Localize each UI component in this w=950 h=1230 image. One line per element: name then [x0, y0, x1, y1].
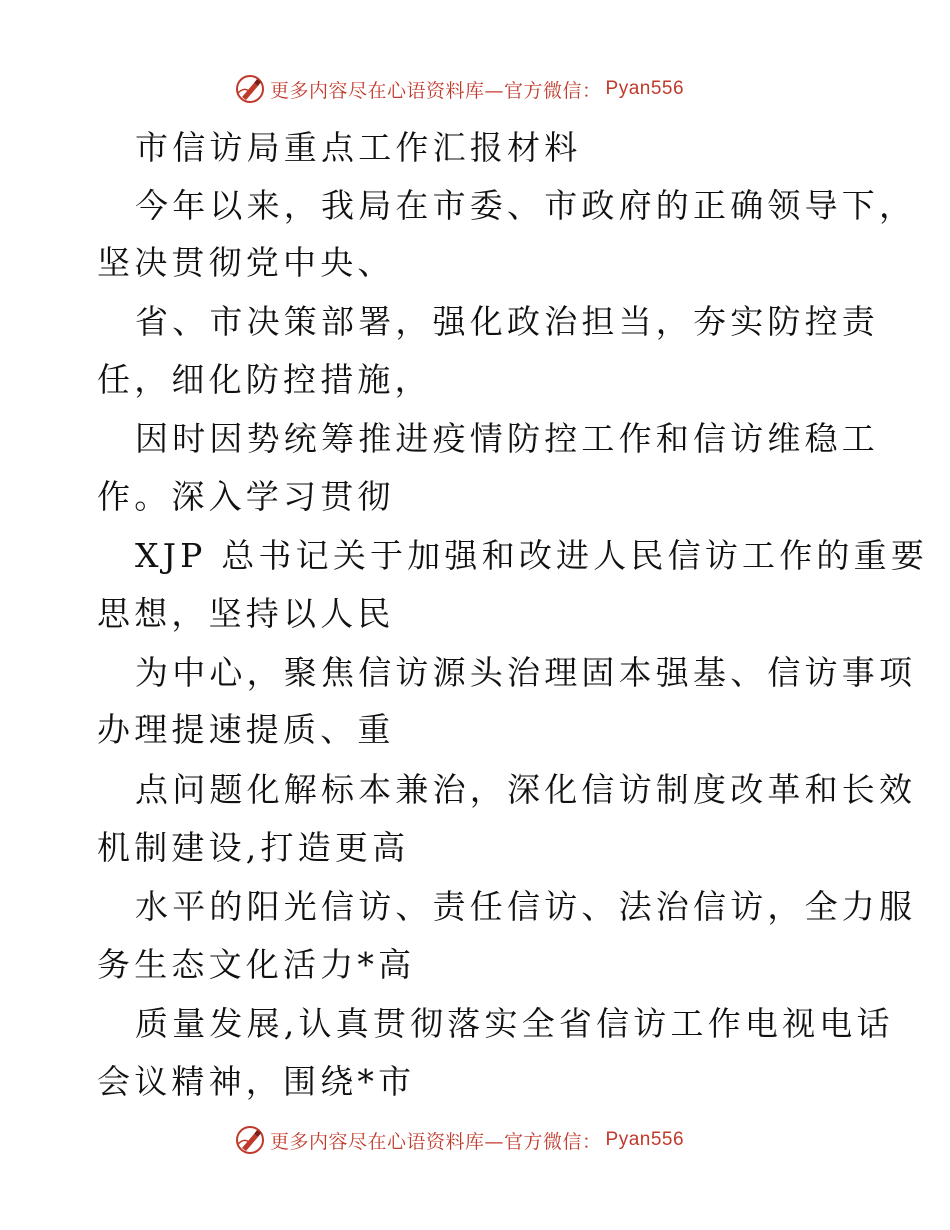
paragraph-line: 坚决贯彻党中央、: [97, 243, 395, 282]
paragraph-line: 会议精神，围绕*市: [97, 1062, 416, 1101]
paragraph-line: 思想，坚持以人民: [97, 594, 395, 633]
paragraph-line: 因时因势统筹推进疫情防控工作和信访维稳工: [135, 419, 879, 458]
paragraph-line: 为中心，聚焦信访源头治理固本强基、信访事项: [135, 653, 917, 692]
paragraph-line: 质量发展,认真贯彻落实全省信访工作电视电话: [135, 1004, 894, 1043]
paragraph-line: 办理提速提质、重: [97, 710, 395, 749]
pen-logo-icon: [234, 1124, 266, 1156]
watermark-wechat-id: Pyan556: [605, 1129, 685, 1150]
paragraph-line: 务生态文化活力*高: [97, 945, 416, 984]
watermark-text: 更多内容尽在心语资料库—官方微信：: [270, 1130, 602, 1153]
paragraph-line: 点问题化解标本兼治，深化信访制度改革和长效: [135, 770, 917, 809]
paragraph-line: 今年以来，我局在市委、市政府的正确领导下，: [135, 186, 917, 225]
watermark-banner-top: [234, 72, 684, 106]
paragraph-line: 作。深入学习贯彻: [97, 477, 395, 516]
document-title: 市信访局重点工作汇报材料: [135, 128, 582, 167]
watermark-text: 更多内容尽在心语资料库—官方微信：: [270, 79, 602, 102]
paragraph-line: 省、市决策部署，强化政治担当，夯实防控责: [135, 302, 879, 341]
paragraph-line: 任，细化防控措施，: [97, 360, 432, 399]
paragraph-line: XJP 总书记关于加强和改进人民信访工作的重要: [135, 536, 929, 575]
watermark-wechat-id: Pyan556: [605, 78, 685, 99]
pen-logo-icon: [234, 73, 266, 105]
paragraph-line: 机制建设,打造更高: [97, 828, 410, 867]
paragraph-line: 水平的阳光信访、责任信访、法治信访，全力服: [135, 887, 917, 926]
watermark-banner-bottom: [234, 1123, 684, 1157]
